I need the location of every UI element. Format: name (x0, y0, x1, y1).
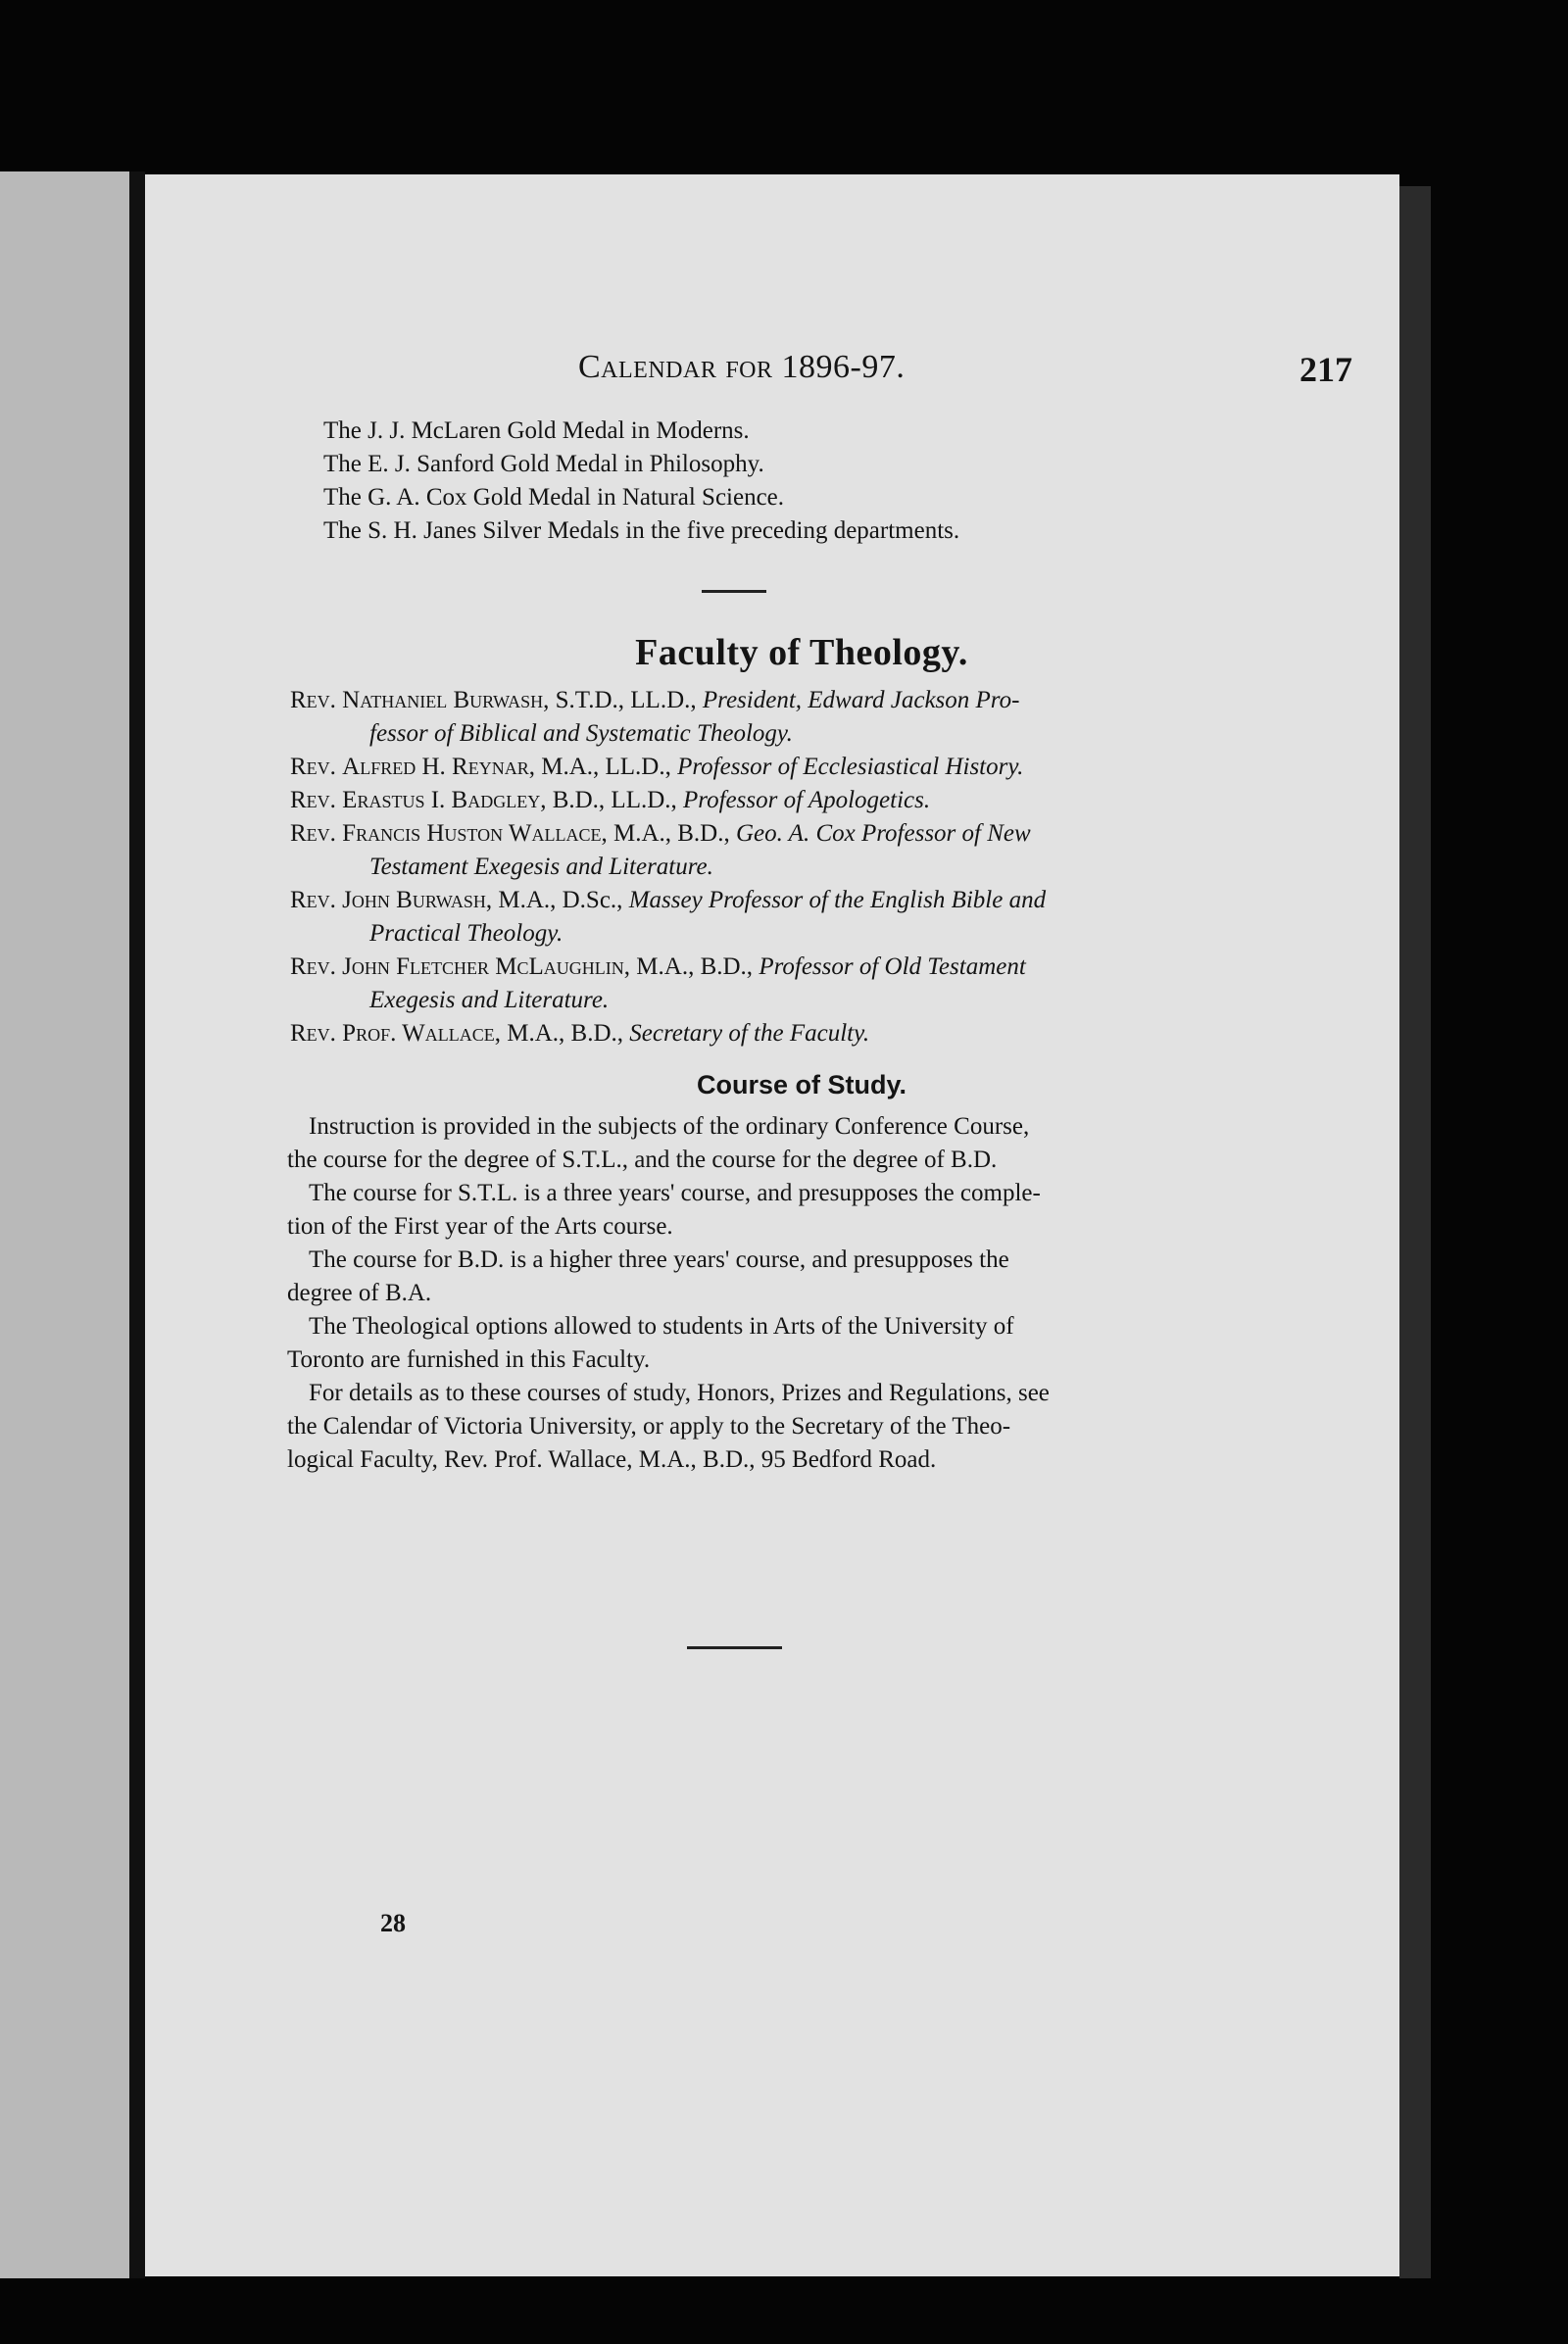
member-title: Geo. A. Cox Professor of New (735, 820, 1031, 847)
faculty-heading: Faculty of Theology. (635, 632, 968, 673)
member-title: Massey Professor of the English Bible and (628, 887, 1047, 913)
member-title: Professor of Apologetics. (683, 787, 931, 813)
member-title-continued: Exegesis and Literature. (369, 987, 610, 1013)
medal-item: The E. J. Sanford Gold Medal in Philosophy. (323, 451, 764, 477)
section-divider (702, 590, 766, 593)
faculty-member (290, 951, 1339, 1017)
paragraph-line: degree of B.A. (287, 1280, 432, 1306)
running-head (578, 349, 1352, 398)
medal-list (323, 415, 1254, 548)
member-name: John Burwash, (342, 887, 493, 913)
running-title: Calendar for 1896-97. (578, 349, 906, 385)
member-name: Nathaniel Burwash, (342, 687, 550, 713)
member-degrees: M.A., D.Sc., (492, 887, 629, 913)
member-name: John Fletcher McLaughlin, (342, 953, 631, 980)
member-name: Alfred H. Reynar, (342, 754, 535, 780)
course-paragraph (287, 1377, 1341, 1477)
paragraph-line: The course for S.T.L. is a three years' course, and presupposes the comple- (309, 1180, 1041, 1206)
course-paragraph (287, 1177, 1341, 1244)
member-degrees: S.T.D., LL.D., (549, 687, 703, 713)
member-prefix: Rev. (290, 887, 336, 913)
medal-item: The J. J. McLaren Gold Medal in Moderns. (323, 417, 750, 444)
member-prefix: Rev. (290, 1020, 336, 1047)
end-divider (687, 1646, 782, 1649)
paragraph-line: the course for the degree of S.T.L., and the course for the degree of B.D. (287, 1147, 998, 1173)
member-name: Francis Huston Wallace, (342, 820, 608, 847)
member-degrees: M.A., B.D., (500, 1020, 630, 1047)
member-name: Erastus I. Badgley, (342, 787, 547, 813)
member-title: Secretary of the Faculty. (629, 1020, 870, 1047)
paragraph-line: tion of the First year of the Arts course. (287, 1213, 673, 1240)
course-paragraph (287, 1244, 1341, 1310)
member-title-continued: Practical Theology. (369, 920, 564, 947)
faculty-member (290, 1017, 1339, 1050)
paragraph-line: For details as to these courses of study, Honors, Prizes and Regulations, see (309, 1380, 1050, 1406)
medal-item: The S. H. Janes Silver Medals in the five preceding departments. (323, 517, 960, 544)
paragraph-line: The Theological options allowed to students in Arts of the University of (309, 1313, 1014, 1340)
faculty-list (290, 684, 1339, 1050)
paragraph-line: The course for B.D. is a higher three years' course, and presupposes the (309, 1246, 1009, 1273)
signature-mark: 28 (380, 1909, 406, 1937)
facing-page-edge (0, 171, 139, 2278)
paragraph-line: Toronto are furnished in this Faculty. (287, 1346, 651, 1373)
member-prefix: Rev. (290, 687, 336, 713)
paragraph-line: Instruction is provided in the subjects of the ordinary Conference Course, (309, 1113, 1030, 1140)
member-title-continued: Testament Exegesis and Literature. (369, 854, 713, 880)
member-name: Prof. Wallace, (342, 1020, 501, 1047)
member-title: Professor of Old Testament (759, 953, 1026, 980)
faculty-member (290, 884, 1339, 951)
course-paragraph (287, 1310, 1341, 1377)
member-prefix: Rev. (290, 820, 336, 847)
member-degrees: B.D., LL.D., (546, 787, 684, 813)
member-title: President, Edward Jackson Pro- (702, 687, 1020, 713)
member-prefix: Rev. (290, 754, 336, 780)
paragraph-line: the Calendar of Victoria University, or apply to the Secretary of the Theo- (287, 1413, 1011, 1440)
member-title-continued: fessor of Biblical and Systematic Theology. (369, 720, 793, 747)
faculty-member (290, 817, 1339, 884)
page-edge-shadow (1399, 186, 1431, 2278)
course-description (287, 1110, 1341, 1477)
faculty-member (290, 751, 1339, 784)
member-prefix: Rev. (290, 787, 336, 813)
medal-item: The G. A. Cox Gold Medal in Natural Science. (323, 484, 785, 511)
member-degrees: M.A., B.D., (607, 820, 736, 847)
page-number: 217 (1299, 350, 1352, 389)
course-heading: Course of Study. (696, 1070, 906, 1099)
paragraph-line: logical Faculty, Rev. Prof. Wallace, M.A., B.D., 95 Bedford Road. (287, 1446, 937, 1473)
member-prefix: Rev. (290, 953, 336, 980)
course-paragraph (287, 1110, 1341, 1177)
book-page (145, 174, 1399, 2276)
member-degrees: M.A., B.D., (630, 953, 760, 980)
faculty-member (290, 784, 1339, 817)
member-degrees: M.A., LL.D., (534, 754, 678, 780)
gutter-shadow (129, 171, 145, 2278)
page-content (145, 174, 1399, 2276)
faculty-member (290, 684, 1339, 751)
member-title: Professor of Ecclesiastical History. (677, 754, 1024, 780)
